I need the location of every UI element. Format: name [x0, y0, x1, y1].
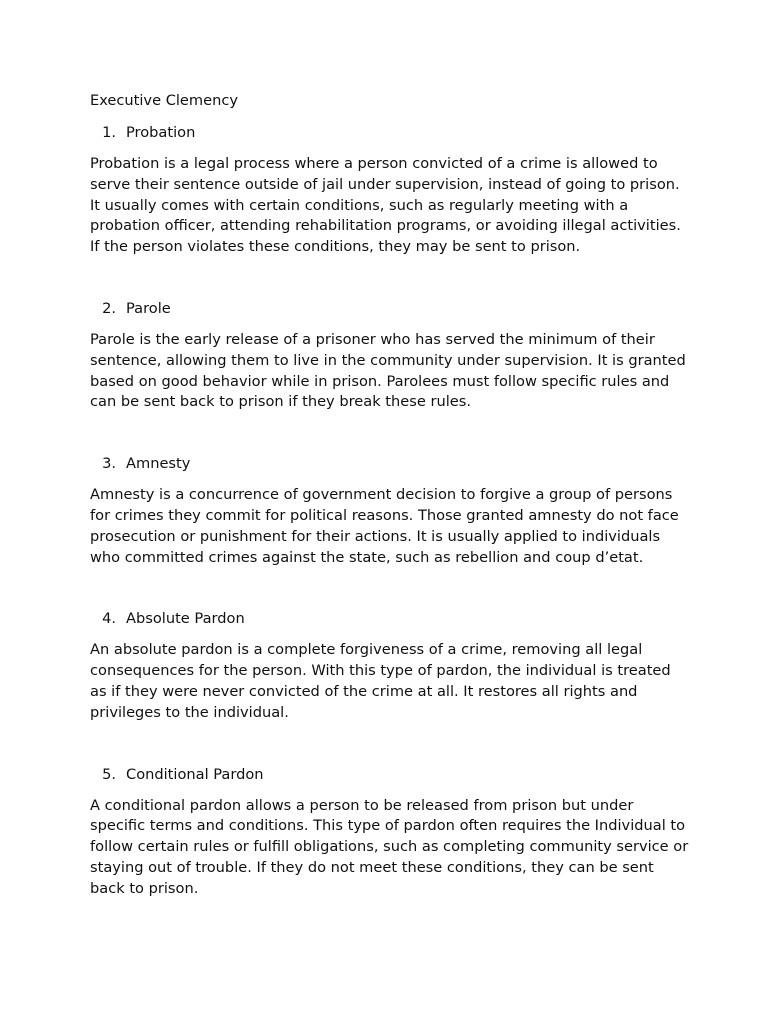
document-page — [90, 91, 690, 900]
section-body: Probation is a legal process where a person convicted of a crime is allowed to serve their sentence outside of jail under supervision, instead of going to prison. It usually comes with certain conditions, such as regularly meeting with a probation officer, attending rehabilitation programs, or avoiding illegal activities. If the person violates these conditions, they may be sent to prison. — [90, 155, 681, 256]
spacer — [90, 111, 690, 123]
section-parole — [90, 299, 690, 413]
section-probation — [90, 123, 690, 258]
section-title: Amnesty — [126, 455, 191, 473]
section-heading — [90, 609, 690, 629]
section-absolute-pardon — [90, 609, 690, 723]
section-number: 4. — [102, 610, 116, 628]
document-title: Executive Clemency — [90, 92, 239, 109]
section-amnesty — [90, 454, 690, 568]
section-title: Conditional Pardon — [126, 765, 264, 783]
section-heading — [90, 123, 690, 143]
section-title: Probation — [126, 124, 196, 141]
section-conditional-pardon — [90, 765, 690, 900]
section-body: A conditional pardon allows a person to be released from prison but under specific terms and conditions. This type of pardon often requires the Individual to follow certain rules or fulfill obligations, such as completing community service or staying out of trouble. If they do not meet these conditions, they can be sent back to prison. — [90, 796, 689, 897]
section-body: Parole is the early release of a prisoner who has served the minimum of their sentence, allowing them to live in the community under supervision. It is granted based on good behavior while in prison. Parolees must follow specific rules and can be sent back to prison if they break these rules. — [90, 330, 686, 411]
section-number: 1. — [102, 124, 116, 141]
section-number: 2. — [102, 299, 116, 317]
spacer — [90, 568, 690, 609]
spacer — [90, 258, 690, 299]
section-body: Amnesty is a concurrence of government decision to forgive a group of persons for crimes they commit for political reasons. Those granted amnesty do not face prosecution or punishment for their actions. It is usually applied to individuals who committed crimes against the state, such as rebellion and coup d’etat. — [90, 486, 679, 566]
section-body: An absolute pardon is a complete forgiveness of a crime, removing all legal consequences for the person. With this type of pardon, the individual is treated as if they were never convicted of the crime at all. It restores all rights and privileges to the individual. — [90, 641, 671, 721]
section-number: 5. — [102, 765, 116, 783]
section-heading — [90, 765, 690, 785]
section-number: 3. — [102, 455, 116, 473]
spacer — [90, 724, 690, 765]
section-heading — [90, 299, 690, 319]
section-title: Absolute Pardon — [126, 610, 245, 628]
spacer — [90, 413, 690, 454]
section-title: Parole — [126, 299, 171, 317]
section-heading — [90, 454, 690, 474]
